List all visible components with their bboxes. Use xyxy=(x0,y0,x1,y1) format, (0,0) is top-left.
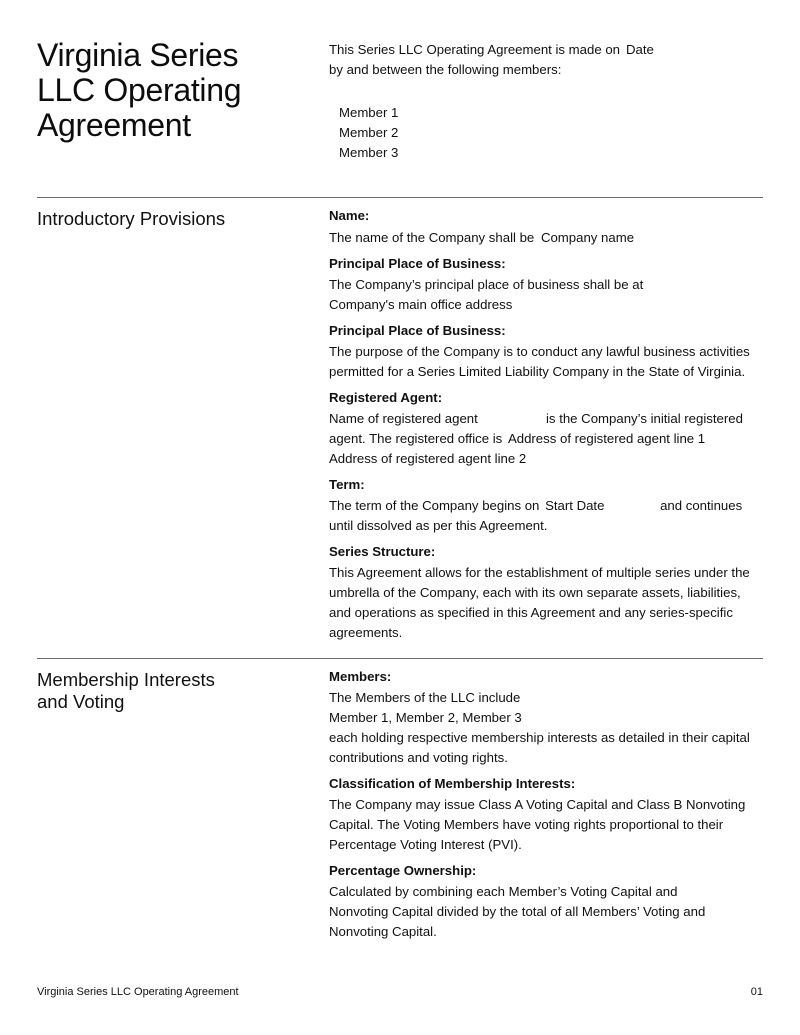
block-heading: Name: xyxy=(329,208,370,223)
document-title xyxy=(37,38,297,143)
block-text: agent. The registered office is xyxy=(329,431,503,446)
block-heading: Principal Place of Business: xyxy=(329,256,506,271)
block-heading: Percentage Ownership: xyxy=(329,863,477,878)
block-text: until dissolved as per this Agreement. xyxy=(329,518,548,533)
section-title-introductory: Introductory Provisions xyxy=(37,208,226,229)
block-text: agreements. xyxy=(329,625,403,640)
section-divider xyxy=(37,197,763,198)
block-text: umbrella of the Company, each with its own separate assets, liabilities, xyxy=(329,585,741,600)
date-field[interactable]: Date xyxy=(626,42,654,57)
member-field[interactable]: Member 1 xyxy=(339,105,399,120)
block-text: Capital. The Voting Members have voting rights proportional to their xyxy=(329,817,724,832)
term-block xyxy=(329,475,765,536)
block-text: is the Company’s initial registered xyxy=(546,411,743,426)
intro-paragraph xyxy=(329,40,769,80)
block-text: contributions and voting rights. xyxy=(329,750,508,765)
block-text: permitted for a Series Limited Liability Company in the State of Virginia. xyxy=(329,364,746,379)
start-date-field[interactable]: Start Date xyxy=(545,498,605,513)
block-heading: Registered Agent: xyxy=(329,390,443,405)
introductory-content xyxy=(329,206,765,649)
footer-page-number: 01 xyxy=(750,986,763,998)
title-line: Agreement xyxy=(37,107,191,143)
agent-address-line1-field[interactable]: Address of registered agent line 1 xyxy=(507,431,706,446)
agent-address-line2-field[interactable]: Address of registered agent line 2 xyxy=(329,451,527,466)
block-text: The Company may issue Class A Voting Capital and Class B Nonvoting xyxy=(329,797,746,812)
members-field[interactable]: Member 1, Member 2, Member 3 xyxy=(329,710,522,725)
section-divider xyxy=(37,658,763,659)
block-heading: Classification of Membership Interests: xyxy=(329,776,576,791)
block-text: The term of the Company begins on xyxy=(329,498,540,513)
section-title-line: Membership Interests xyxy=(37,669,215,690)
block-heading: Series Structure: xyxy=(329,544,436,559)
purpose-block xyxy=(329,321,765,382)
block-text: Nonvoting Capital. xyxy=(329,924,437,939)
registered-agent-block xyxy=(329,388,765,469)
block-text: Calculated by combining each Member’s Voting Capital and xyxy=(329,884,678,899)
block-text: Percentage Voting Interest (PVI). xyxy=(329,837,522,852)
block-heading: Term: xyxy=(329,477,365,492)
block-text: The name of the Company shall be xyxy=(329,230,535,245)
block-text: and operations as specified in this Agreement and any series-specific xyxy=(329,605,733,620)
intro-members-list xyxy=(339,103,398,163)
membership-content xyxy=(329,667,765,948)
agent-name-field[interactable]: Name of registered agent xyxy=(329,411,478,426)
block-text: The purpose of the Company is to conduct any lawful business activities xyxy=(329,344,750,359)
members-block xyxy=(329,667,765,768)
section-title-line: and Voting xyxy=(37,691,125,712)
footer-document-name: Virginia Series LLC Operating Agreement xyxy=(37,986,239,998)
series-structure-block xyxy=(329,542,765,643)
block-text: each holding respective membership interests as detailed in their capital xyxy=(329,730,750,745)
name-block xyxy=(329,206,765,248)
percentage-block xyxy=(329,861,765,942)
office-address-field[interactable]: Company's main office address xyxy=(329,297,513,312)
title-line: Virginia Series xyxy=(37,37,239,73)
member-field[interactable]: Member 3 xyxy=(339,145,399,160)
classification-block xyxy=(329,774,765,855)
block-text: Nonvoting Capital divided by the total of all Members’ Voting and xyxy=(329,904,706,919)
company-name-field[interactable]: Company name xyxy=(540,230,635,245)
block-text: The Company’s principal place of business shall be at xyxy=(329,277,644,292)
block-text: This Agreement allows for the establishment of multiple series under the xyxy=(329,565,750,580)
member-field[interactable]: Member 2 xyxy=(339,125,399,140)
title-line: LLC Operating xyxy=(37,72,242,108)
intro-text: This Series LLC Operating Agreement is made on xyxy=(329,42,621,57)
section-title-membership xyxy=(37,669,277,713)
intro-text-2: by and between the following members: xyxy=(329,62,562,77)
block-text: and continues xyxy=(660,498,743,513)
principal-place-block xyxy=(329,254,765,315)
block-heading: Principal Place of Business: xyxy=(329,323,506,338)
block-heading: Members: xyxy=(329,669,392,684)
block-text: The Members of the LLC include xyxy=(329,690,521,705)
